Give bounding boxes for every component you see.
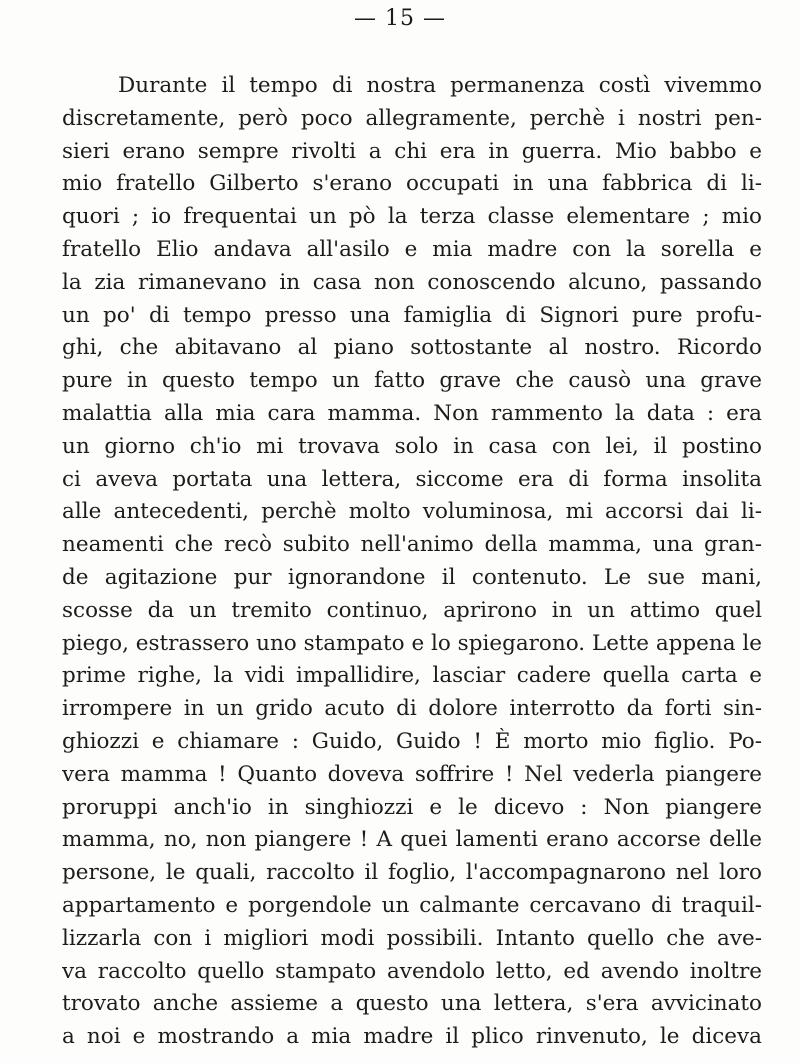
text-line: appartamento e porgendole un calmante cercavano di traquil-	[62, 892, 762, 918]
text-line: ghiozzi e chiamare : Guido, Guido ! È morto mio figlio. Po-	[62, 728, 762, 754]
text-line: lizzarla con i migliori modi possibili. Intanto quello che ave-	[62, 925, 762, 951]
page-number: — 15 —	[354, 6, 446, 31]
text-line: quori ; io frequentai un pò la terza classe elementare ; mio	[62, 204, 762, 230]
text-line: piego, estrassero uno stampato e lo spiegarono. Lette appena le	[62, 630, 762, 656]
text-line: fratello Elio andava all'asilo e mia madre con la sorella e	[62, 236, 762, 262]
body-text	[62, 70, 762, 1054]
text-line: un po' di tempo presso una famiglia di Signori pure profu-	[62, 302, 762, 328]
text-line: alle antecedenti, perchè molto voluminosa, mi accorsi dai li-	[62, 499, 762, 525]
text-line: prime righe, la vidi impallidire, lasciar cadere quella carta e	[62, 663, 762, 689]
text-line: ci aveva portata una lettera, siccome era di forma insolita	[62, 466, 762, 492]
text-line: persone, le quali, raccolto il foglio, l'accompagnarono nel loro	[62, 860, 762, 886]
text-line: trovato anche assieme a questo una lettera, s'era avvicinato	[62, 991, 762, 1017]
text-line: ghi, che abitavano al piano sottostante al nostro. Ricordo	[62, 335, 762, 361]
text-line: sieri erano sempre rivolti a chi era in guerra. Mio babbo e	[62, 138, 762, 164]
text-line: vera mamma ! Quanto doveva soffrire ! Nel vederla piangere	[62, 761, 762, 787]
text-line: mio fratello Gilberto s'erano occupati in una fabbrica di li-	[62, 171, 762, 197]
text-line: malattia alla mia cara mamma. Non rammento la data : era	[62, 400, 762, 426]
text-line: a noi e mostrando a mia madre il plico rinvenuto, le diceva	[62, 1024, 762, 1050]
text-line: irrompere in un grido acuto di dolore interrotto da forti sin-	[62, 696, 762, 722]
text-line: Durante il tempo di nostra permanenza costì vivemmo	[118, 73, 762, 98]
text-line: scosse da un tremito continuo, aprirono in un attimo quel	[62, 597, 762, 623]
text-line: mamma, no, non piangere ! A quei lamenti erano accorse delle	[62, 827, 762, 853]
text-line: de agitazione pur ignorandone il contenuto. Le sue mani,	[62, 564, 762, 590]
text-line: la zia rimanevano in casa non conoscendo alcuno, passando	[62, 269, 762, 295]
text-line: discretamente, però poco allegramente, perchè i nostri pen-	[62, 105, 762, 131]
text-line: proruppi anch'io in singhiozzi e le dicevo : Non piangere	[62, 794, 762, 820]
text-line: pure in questo tempo un fatto grave che causò una grave	[62, 368, 762, 394]
text-line: un giorno ch'io mi trovava solo in casa con lei, il postino	[62, 433, 762, 459]
text-line: neamenti che recò subito nell'animo della mamma, una gran-	[62, 532, 762, 558]
text-line: va raccolto quello stampato avendolo letto, ed avendo inoltre	[62, 958, 762, 984]
